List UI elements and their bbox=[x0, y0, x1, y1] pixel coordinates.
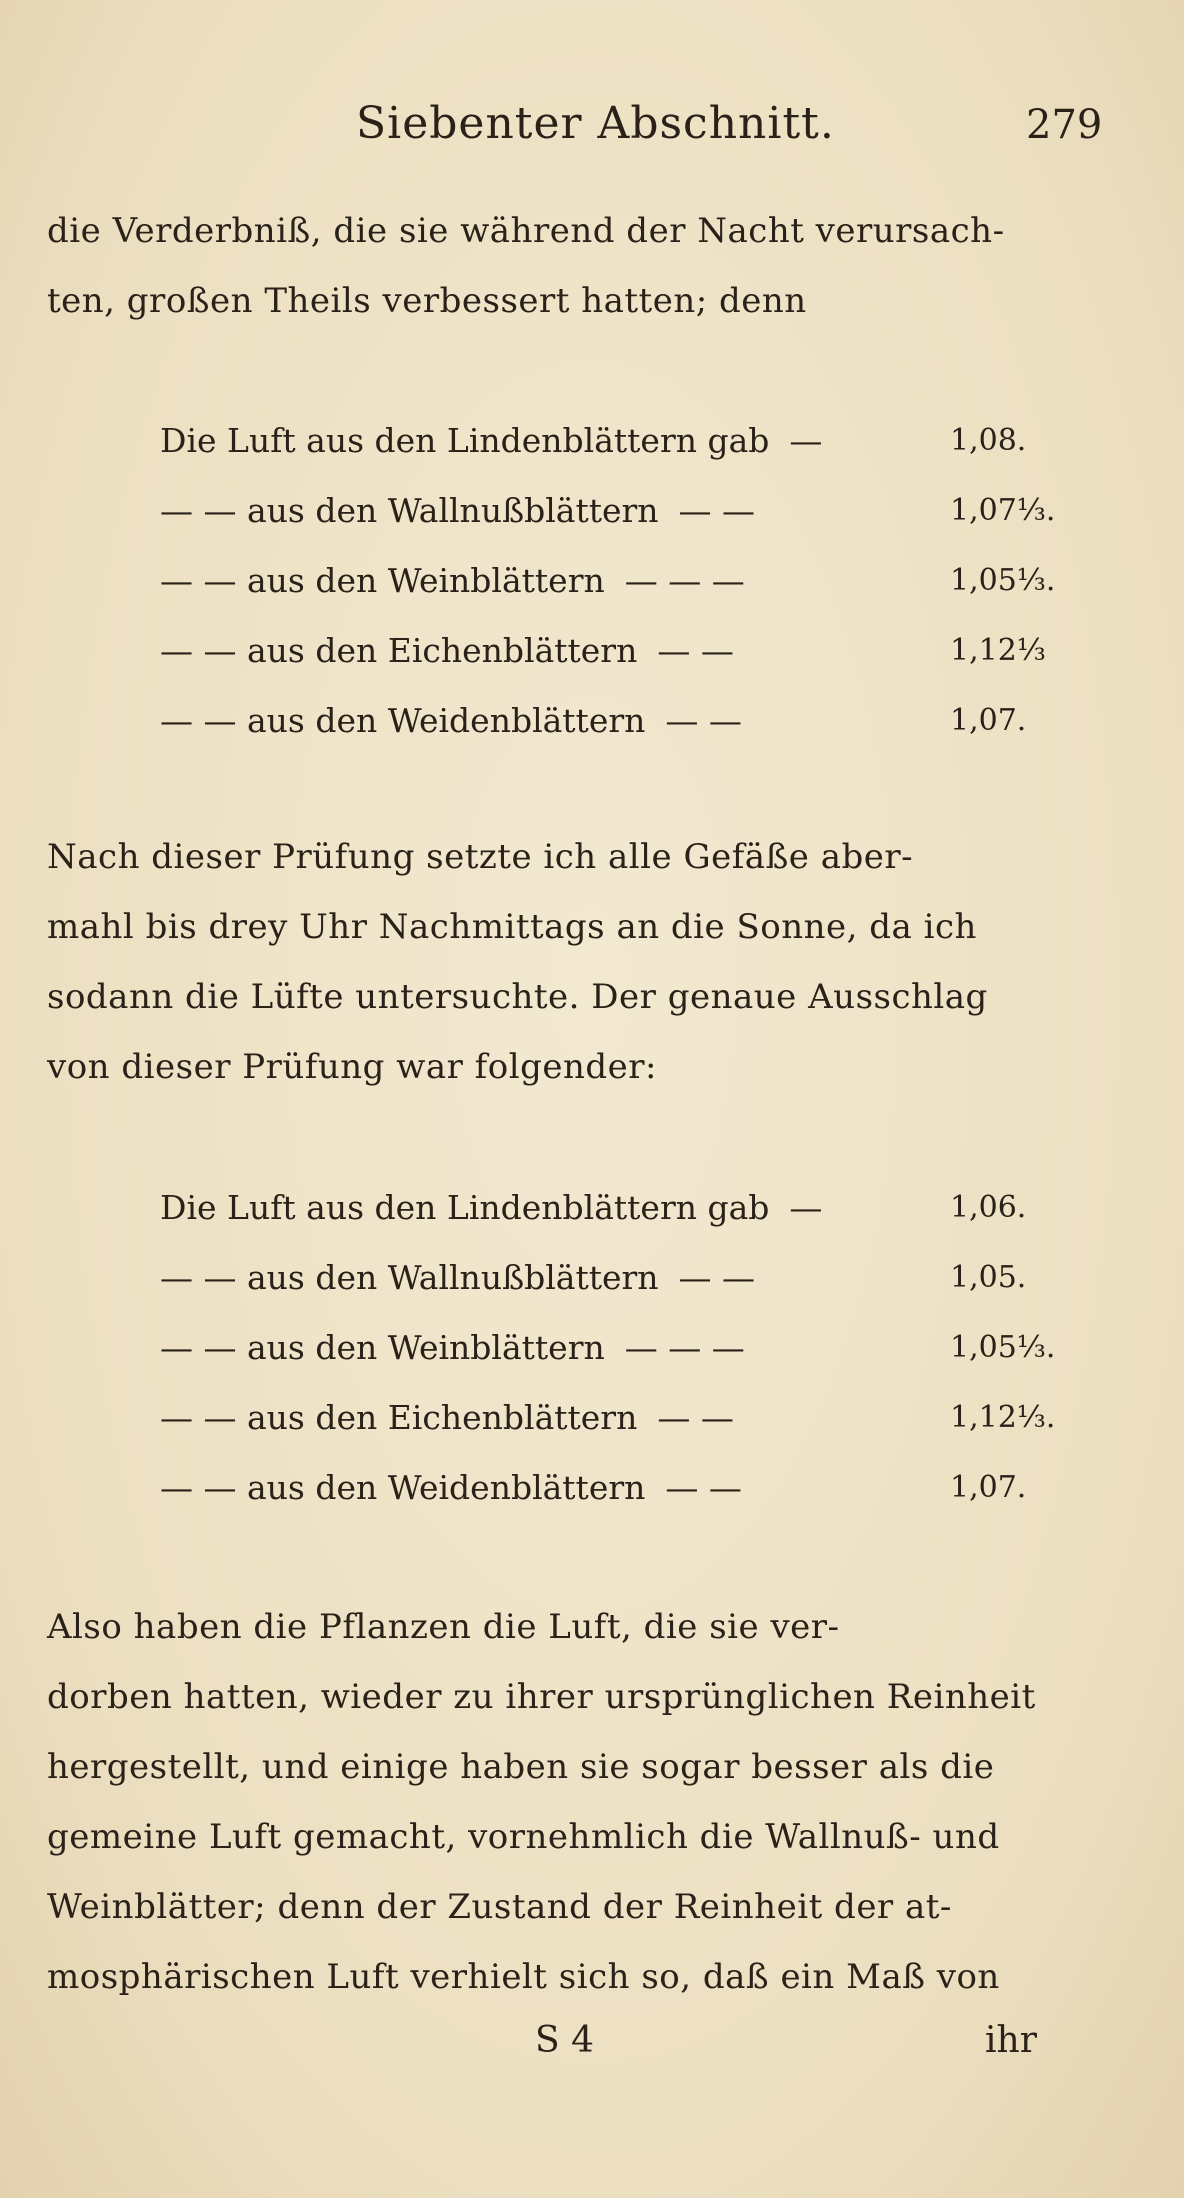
row-dashes: — — bbox=[657, 630, 734, 670]
text-line: von dieser Prüfung war folgender: bbox=[47, 1047, 657, 1087]
text-line: hergestellt, und einige haben sie sogar besser als die bbox=[47, 1747, 995, 1787]
table-row bbox=[160, 1312, 1100, 1382]
text-line: Weinblätter; denn der Zustand der Reinheit der at- bbox=[47, 1887, 952, 1927]
table-row bbox=[160, 615, 1100, 685]
row-dashes: — — bbox=[665, 700, 742, 740]
catchword: ihr bbox=[985, 2020, 1037, 2061]
page-number: 279 bbox=[1026, 102, 1103, 148]
row-dashes: — — bbox=[678, 1257, 756, 1297]
row-label: Die Luft aus den Lindenblättern gab bbox=[160, 420, 770, 460]
chapter-title: Siebenter Abschnitt. bbox=[356, 98, 835, 149]
row-dashes: — — bbox=[665, 1467, 742, 1507]
table-row bbox=[160, 475, 1100, 545]
text-line: mahl bis drey Uhr Nachmittags an die Sonne, da ich bbox=[47, 907, 977, 947]
table-row bbox=[160, 1452, 1100, 1522]
closing-paragraph bbox=[47, 1592, 1107, 2012]
row-value: 1,05⅓. bbox=[950, 562, 1056, 598]
table-row bbox=[160, 545, 1100, 615]
signature-mark: S 4 bbox=[535, 2020, 595, 2061]
row-dashes: — bbox=[789, 420, 823, 460]
table-row bbox=[160, 1382, 1100, 1452]
text-line: ten, großen Theils verbessert hatten; denn bbox=[47, 281, 807, 321]
row-label: — — aus den Weidenblättern bbox=[160, 1467, 646, 1507]
row-value: 1,07. bbox=[950, 1469, 1027, 1505]
measurement-table-2 bbox=[160, 1172, 1100, 1522]
row-label: — — aus den Wallnußblättern bbox=[160, 1257, 659, 1297]
row-label: — — aus den Weidenblättern bbox=[160, 700, 646, 740]
row-label: — — aus den Eichenblättern bbox=[160, 1397, 638, 1437]
row-value: 1,05. bbox=[950, 1259, 1027, 1295]
text-line: dorben hatten, wieder zu ihrer ursprünglichen Reinheit bbox=[47, 1677, 1036, 1717]
row-dashes: — — bbox=[657, 1397, 734, 1437]
row-value: 1,07. bbox=[950, 702, 1027, 738]
row-value: 1,05⅓. bbox=[950, 1329, 1056, 1365]
row-dashes: — — — bbox=[624, 560, 745, 600]
row-value: 1,12⅓ bbox=[950, 632, 1046, 668]
row-dashes: — — — bbox=[624, 1327, 745, 1367]
row-label: — — aus den Weinblättern bbox=[160, 1327, 605, 1367]
row-label: — — aus den Weinblättern bbox=[160, 560, 605, 600]
row-label: Die Luft aus den Lindenblättern gab bbox=[160, 1187, 770, 1227]
table-row bbox=[160, 1242, 1100, 1312]
text-line: mosphärischen Luft verhielt sich so, daß ein Maß von bbox=[47, 1957, 1000, 1997]
row-label: — — aus den Eichenblättern bbox=[160, 630, 638, 670]
row-dashes: — — bbox=[678, 490, 756, 530]
row-label: — — aus den Wallnußblättern bbox=[160, 490, 659, 530]
row-dashes: — bbox=[789, 1187, 823, 1227]
text-line: Also haben die Pflanzen die Luft, die sie ver- bbox=[47, 1607, 840, 1647]
running-header bbox=[0, 98, 1184, 158]
measurement-table-1 bbox=[160, 405, 1100, 755]
text-line: Nach dieser Prüfung setzte ich alle Gefäße aber- bbox=[47, 837, 914, 877]
row-value: 1,07⅓. bbox=[950, 492, 1056, 528]
text-line: sodann die Lüfte untersuchte. Der genaue Ausschlag bbox=[47, 977, 988, 1017]
row-value: 1,12⅓. bbox=[950, 1399, 1056, 1435]
table-row bbox=[160, 405, 1100, 475]
table-row bbox=[160, 1172, 1100, 1242]
text-line: die Verderbniß, die sie während der Nacht verursach- bbox=[47, 211, 1005, 251]
table-row bbox=[160, 685, 1100, 755]
page-footer bbox=[0, 2020, 1184, 2080]
middle-paragraph bbox=[47, 822, 1107, 1102]
intro-paragraph bbox=[47, 196, 1107, 336]
text-line: gemeine Luft gemacht, vornehmlich die Wallnuß- und bbox=[47, 1817, 1000, 1857]
row-value: 1,06. bbox=[950, 1189, 1027, 1225]
row-value: 1,08. bbox=[950, 422, 1027, 458]
